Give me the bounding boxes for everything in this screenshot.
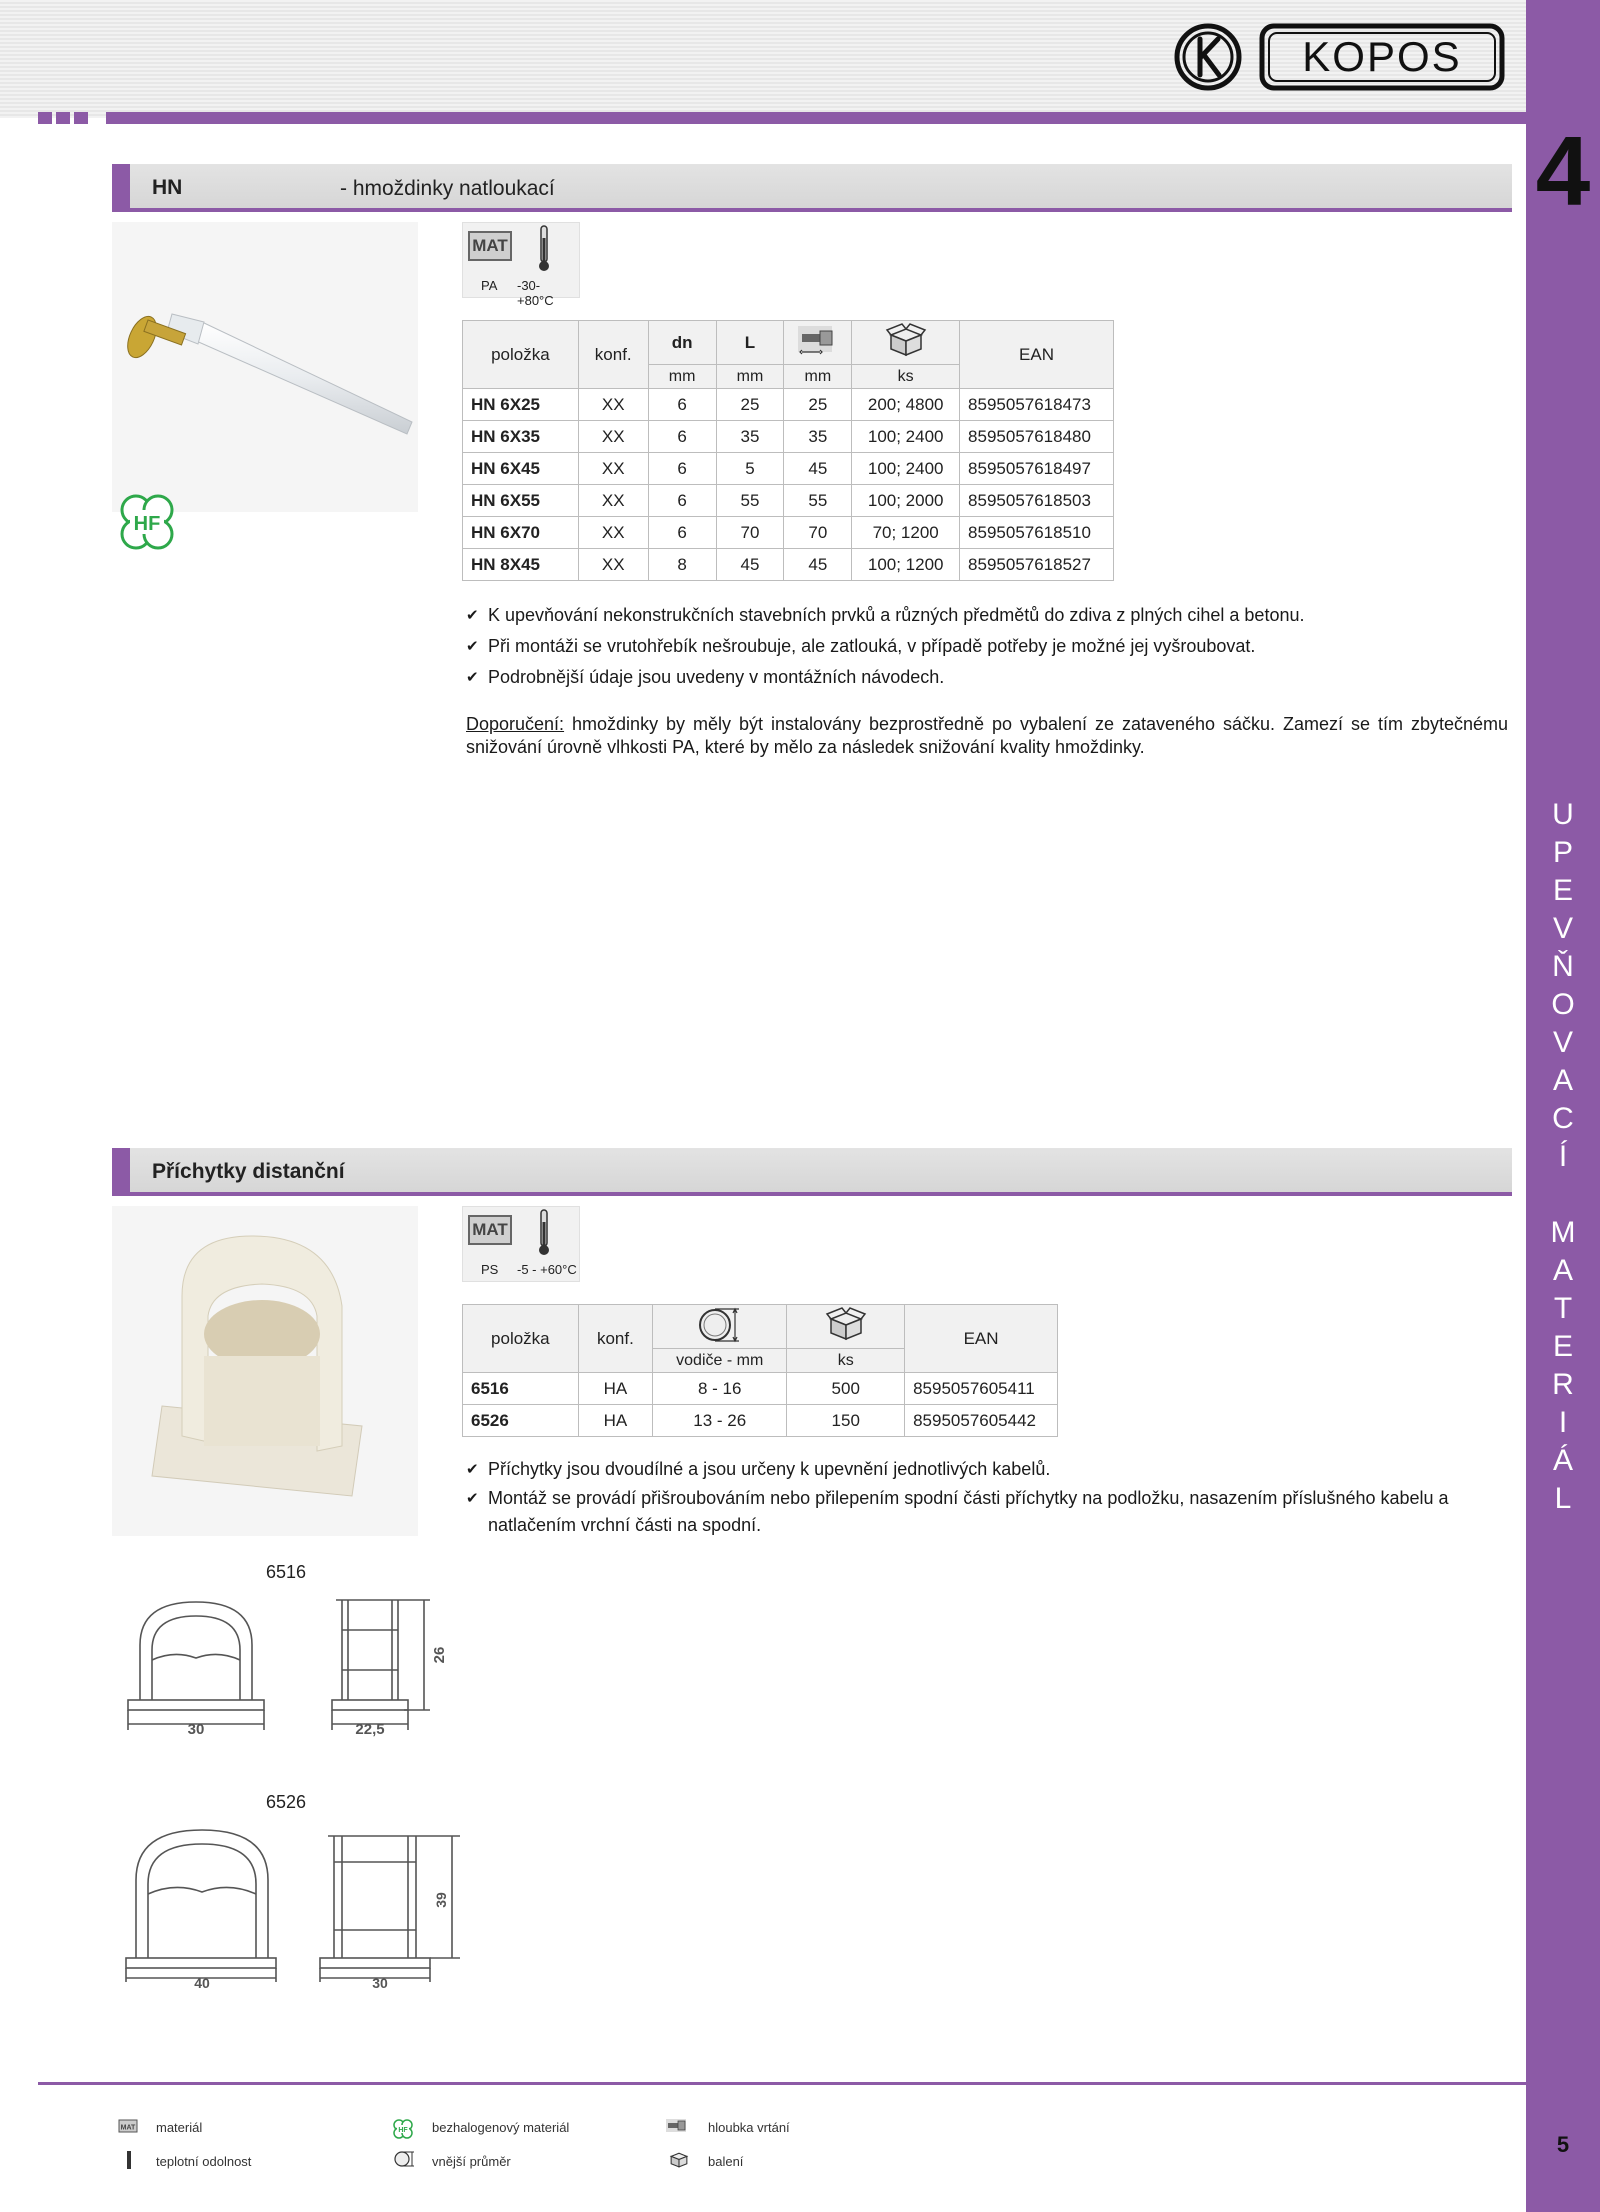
table-cell: 8595057605442 — [905, 1405, 1058, 1437]
section-code: HN — [152, 176, 183, 199]
section-subtitle: - hmoždinky natloukací — [340, 177, 555, 200]
recommendation-note — [466, 713, 1508, 759]
col-header-config: konf. — [578, 1305, 652, 1373]
side-title-letter: E — [1552, 874, 1573, 907]
table-row — [463, 1405, 1058, 1437]
kopos-logo-icon — [1172, 22, 1512, 96]
table-cell: 55 — [784, 485, 852, 517]
section-header-pd — [112, 1148, 1512, 1196]
table-cell: HN 6X45 — [463, 453, 579, 485]
table-row — [463, 517, 1114, 549]
product-photo-hn — [112, 222, 418, 512]
table-cell: 45 — [784, 549, 852, 581]
bullet-item: ✔ Při montáži se vrutohřebík nešroubuje, ale zatlouká, v případě potřeby je možné jej vyšroubovat. — [466, 631, 1506, 662]
side-title-letter: L — [1554, 1482, 1572, 1515]
material-value: PA — [481, 278, 498, 293]
table-cell: 100; 2000 — [852, 485, 960, 517]
table-cell: 8595057618473 — [960, 389, 1114, 421]
side-title — [1526, 796, 1600, 1518]
wall-plug-image — [112, 222, 418, 512]
side-title-letter: Ň — [1552, 950, 1574, 983]
table-cell: HN 6X55 — [463, 485, 579, 517]
table-cell: 100; 2400 — [852, 421, 960, 453]
thermometer-icon — [537, 224, 551, 272]
col-header-item: položka — [463, 321, 579, 389]
footer-line — [38, 2082, 1526, 2085]
table-cell: 6526 — [463, 1405, 579, 1437]
side-title-letter: I — [1558, 1406, 1568, 1439]
table-row — [463, 421, 1114, 453]
hf-clover-icon — [112, 488, 182, 558]
table-cell: HN 8X45 — [463, 549, 579, 581]
table-cell: 8595057618527 — [960, 549, 1114, 581]
table-cell: XX — [578, 389, 648, 421]
diameter-icon — [394, 2150, 416, 2173]
header-square — [56, 112, 70, 124]
table-cell: 45 — [784, 453, 852, 485]
box-icon — [668, 2150, 690, 2173]
col-header-dn: dn — [648, 321, 716, 365]
side-title-letter: E — [1552, 1330, 1573, 1363]
note-label: Doporučení: — [466, 714, 565, 734]
col-header-diameter — [653, 1305, 787, 1349]
table-cell: 25 — [716, 389, 784, 421]
unit-drill: mm — [784, 365, 852, 389]
hf-icon — [392, 2118, 414, 2145]
side-title-letter: T — [1553, 1292, 1573, 1325]
section-accent — [112, 164, 130, 208]
legend-material: materiál — [156, 2120, 203, 2135]
col-header-drill — [784, 321, 852, 365]
header-square — [38, 112, 52, 124]
bullet-item: ✔ Příchytky jsou dvoudílné a jsou určeny k upevnění jednotlivých kabelů. — [466, 1454, 1486, 1485]
table-row — [463, 485, 1114, 517]
legend-temperature: teplotní odolnost — [156, 2154, 252, 2169]
table-cell: 8595057618503 — [960, 485, 1114, 517]
legend-outer-diameter: vnější průměr — [432, 2154, 511, 2169]
table-cell: XX — [578, 517, 648, 549]
side-title-letter: V — [1552, 1026, 1573, 1059]
col-header-l: L — [716, 321, 784, 365]
svg-text:22,5: 22,5 — [355, 1721, 385, 1738]
table-cell: 8595057618497 — [960, 453, 1114, 485]
mat-icon — [118, 2119, 138, 2138]
drawing-6516 — [120, 1590, 460, 1740]
table-cell: XX — [578, 549, 648, 581]
side-title-letter: V — [1552, 912, 1573, 945]
side-title-letter: U — [1552, 798, 1574, 831]
table-cell: XX — [578, 453, 648, 485]
table-cell: 100; 2400 — [852, 453, 960, 485]
svg-text:30: 30 — [372, 1975, 388, 1990]
table-cell: 70 — [784, 517, 852, 549]
table-cell: 6 — [648, 453, 716, 485]
table-cell: 13 - 26 — [653, 1405, 787, 1437]
cable-clip-image — [112, 1206, 418, 1536]
chapter-number: 4 — [1535, 116, 1591, 226]
side-title-letter: Í — [1558, 1140, 1568, 1173]
table-cell: XX — [578, 421, 648, 453]
section-header-hn — [112, 164, 1512, 212]
box-icon — [885, 323, 927, 357]
table-cell: 6 — [648, 389, 716, 421]
table-cell: 8595057618480 — [960, 421, 1114, 453]
drill-depth-icon — [666, 2116, 688, 2141]
table-cell: 6516 — [463, 1373, 579, 1405]
table-cell: 6 — [648, 517, 716, 549]
table-cell: XX — [578, 485, 648, 517]
legend-halogen-free: bezhalogenový materiál — [432, 2120, 570, 2135]
note-text: hmoždinky by měly být instalovány bezprostředně po vybalení ze zataveného sáčku. Zamezí se tím zbytečnému snižování úrovně vlhkosti PA, které by mělo za následek snižování kvality hmoždinky. — [466, 714, 1508, 757]
material-value: PS — [481, 1262, 499, 1277]
table-cell: HA — [578, 1405, 652, 1437]
svg-text:30: 30 — [187, 1721, 205, 1738]
unit-diameter: vodiče - mm — [653, 1349, 787, 1373]
svg-text:40: 40 — [194, 1975, 210, 1990]
table-cell: 25 — [784, 389, 852, 421]
table-cell: 200; 4800 — [852, 389, 960, 421]
mat-icon: MAT — [468, 1215, 512, 1245]
side-title-letter: A — [1552, 1254, 1573, 1287]
table-cell: 70; 1200 — [852, 517, 960, 549]
table-cell: 150 — [787, 1405, 905, 1437]
material-info-hn — [462, 222, 580, 308]
table-cell: 8595057605411 — [905, 1373, 1058, 1405]
side-title-letter: O — [1551, 988, 1575, 1021]
side-title-letter: A — [1552, 1064, 1573, 1097]
header-accent-line — [106, 112, 1526, 124]
kopos-logo — [1172, 22, 1512, 101]
bullet-item: ✔ Montáž se provádí přišroubováním nebo přilepením spodní části příchytky na podložku, nasazením příslušného kabelu a natlačením vrchní části na spodní. — [466, 1485, 1486, 1539]
side-title-letter: C — [1552, 1102, 1574, 1135]
col-header-ean: EAN — [905, 1305, 1058, 1373]
table-cell: HN 6X35 — [463, 421, 579, 453]
svg-text:KOPOS: KOPOS — [1302, 33, 1462, 80]
bullet-item: ✔ K upevňování nekonstrukčních stavebních prvků a různých předmětů do zdiva z plných cihel a betonu. — [466, 600, 1506, 631]
col-header-item: položka — [463, 1305, 579, 1373]
side-title-letter — [1526, 1176, 1600, 1214]
drawing-label-6526: 6526 — [266, 1792, 307, 1812]
bullets-hn — [466, 600, 1506, 693]
thermometer-icon — [537, 1208, 551, 1256]
table-cell: 8 — [648, 549, 716, 581]
unit-pack: ks — [852, 365, 960, 389]
temperature-value: -5 - +60°C — [517, 1262, 577, 1277]
table-cell: 100; 1200 — [852, 549, 960, 581]
table-cell: 55 — [716, 485, 784, 517]
header-square — [74, 112, 88, 124]
unit-dn: mm — [648, 365, 716, 389]
hf-badge — [112, 488, 182, 563]
table-cell: 6 — [648, 485, 716, 517]
table-cell: 500 — [787, 1373, 905, 1405]
section-accent — [112, 1148, 130, 1192]
unit-pack: ks — [787, 1349, 905, 1373]
side-title-letter: P — [1552, 836, 1573, 869]
drawing-label-6516: 6516 — [266, 1562, 307, 1582]
product-photo-pd — [112, 1206, 418, 1536]
table-cell: 45 — [716, 549, 784, 581]
diameter-icon — [695, 1305, 745, 1343]
material-info-pd — [462, 1206, 580, 1282]
table-row — [463, 549, 1114, 581]
spec-table-pd — [462, 1304, 1058, 1437]
table-cell: 6 — [648, 421, 716, 453]
bullets-pd — [466, 1454, 1486, 1539]
svg-text:39: 39 — [433, 1892, 449, 1908]
table-cell: 35 — [716, 421, 784, 453]
temperature-value: -30- +80°C — [517, 278, 554, 308]
side-title-letter: M — [1550, 1216, 1576, 1249]
svg-text:HF: HF — [398, 2127, 408, 2134]
table-cell: HN 6X70 — [463, 517, 579, 549]
drill-depth-icon — [798, 322, 838, 358]
box-icon — [825, 1307, 867, 1341]
legend-drill-depth: hloubka vrtání — [708, 2120, 790, 2135]
legend-packaging: balení — [708, 2154, 744, 2169]
col-header-pack — [787, 1305, 905, 1349]
drawing-6526 — [120, 1820, 460, 1990]
page-number: 5 — [1556, 2132, 1570, 2157]
table-row — [463, 389, 1114, 421]
table-row — [463, 1373, 1058, 1405]
table-cell: HN 6X25 — [463, 389, 579, 421]
mat-icon: MAT — [468, 231, 512, 261]
col-header-pack — [852, 321, 960, 365]
spec-table-hn — [462, 320, 1114, 581]
table-cell: 5 — [716, 453, 784, 485]
table-cell: 8 - 16 — [653, 1373, 787, 1405]
side-title-letter: R — [1552, 1368, 1574, 1401]
table-cell: 70 — [716, 517, 784, 549]
section-title: Příchytky distanční — [152, 1160, 345, 1183]
bullet-item: ✔ Podrobnější údaje jsou uvedeny v montážních návodech. — [466, 662, 1506, 693]
table-cell: HA — [578, 1373, 652, 1405]
table-row — [463, 453, 1114, 485]
col-header-config: konf. — [578, 321, 648, 389]
svg-text:HF: HF — [133, 513, 161, 535]
svg-text:26: 26 — [431, 1646, 448, 1664]
table-cell: 8595057618510 — [960, 517, 1114, 549]
unit-l: mm — [716, 365, 784, 389]
thermometer-icon — [126, 2150, 132, 2175]
side-title-letter: Á — [1552, 1444, 1573, 1477]
svg-text:MAT: MAT — [120, 2124, 136, 2132]
col-header-ean: EAN — [960, 321, 1114, 389]
table-cell: 35 — [784, 421, 852, 453]
